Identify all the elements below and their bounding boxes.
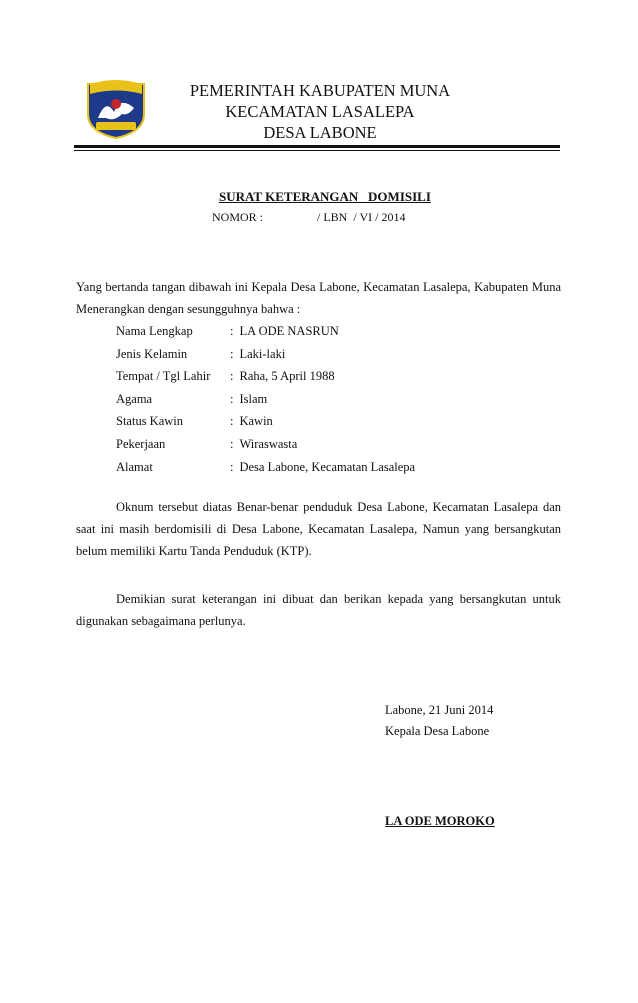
signature-position: Kepala Desa Labone xyxy=(385,724,490,738)
field-colon: : xyxy=(230,346,234,361)
field-label: Status Kawin xyxy=(116,414,184,429)
field-colon: : xyxy=(230,369,234,384)
field-row xyxy=(116,320,415,343)
identity-fields xyxy=(116,320,415,478)
field-label: Alamat xyxy=(116,459,153,474)
header-village: DESA LABONE xyxy=(263,123,377,142)
field-colon: : xyxy=(230,414,234,429)
header-government: PEMERINTAH KABUPATEN MUNA xyxy=(189,81,451,100)
intro-paragraph: Yang bertanda tangan dibawah ini Kepala Desa Labone, Kecamatan Lasalepa, Kabupaten Muna Menerangkan dengan sesungguhnya bahwa : xyxy=(76,280,561,316)
field-value: Raha, 5 April 1988 xyxy=(239,369,335,384)
field-row xyxy=(116,456,415,479)
field-row xyxy=(116,410,415,433)
header-divider-thick xyxy=(74,145,560,148)
field-colon: : xyxy=(230,324,234,338)
field-row xyxy=(116,433,415,456)
header-district: KECAMATAN LASALEPA xyxy=(225,102,415,121)
field-label: Nama Lengkap xyxy=(116,324,193,338)
statement-paragraph: Oknum tersebut diatas Benar-benar penduduk Desa Labone, Kecamatan Lasalepa dan saat ini masih berdomisili di Desa Labone, Kecamatan Lasalepa, Namun yang bersangkutan belum memiliki Kartu Tanda Penduduk (KTP). xyxy=(76,500,561,558)
field-row xyxy=(116,343,415,366)
closing-paragraph: Demikian surat keterangan ini dibuat dan berikan kepada yang bersangkutan untuk digunakan sebagaimana perlunya. xyxy=(76,592,561,628)
field-label: Agama xyxy=(116,391,153,406)
field-colon: : xyxy=(230,391,234,406)
kabupaten-muna-logo-icon xyxy=(84,78,148,140)
field-row xyxy=(116,365,415,388)
field-value: Wiraswasta xyxy=(239,436,298,451)
header-divider-thin xyxy=(74,150,560,151)
field-value: LA ODE NASRUN xyxy=(239,324,339,338)
field-label: Tempat / Tgl Lahir xyxy=(116,369,211,384)
field-value: Islam xyxy=(239,391,268,406)
signer-name: LA ODE MOROKO xyxy=(385,814,495,828)
field-colon: : xyxy=(230,436,234,451)
signature-place-date: Labone, 21 Juni 2014 xyxy=(385,703,494,717)
field-value: Laki-laki xyxy=(239,346,286,361)
field-label: Pekerjaan xyxy=(116,436,166,451)
field-value: Kawin xyxy=(239,414,273,429)
document-number: NOMOR : / LBN / VI / 2014 xyxy=(212,210,406,224)
field-label: Jenis Kelamin xyxy=(116,346,188,361)
document-title: SURAT KETERANGAN DOMISILI xyxy=(219,189,431,204)
field-value: Desa Labone, Kecamatan Lasalepa xyxy=(239,459,416,474)
field-row xyxy=(116,388,415,411)
field-colon: : xyxy=(230,459,234,474)
